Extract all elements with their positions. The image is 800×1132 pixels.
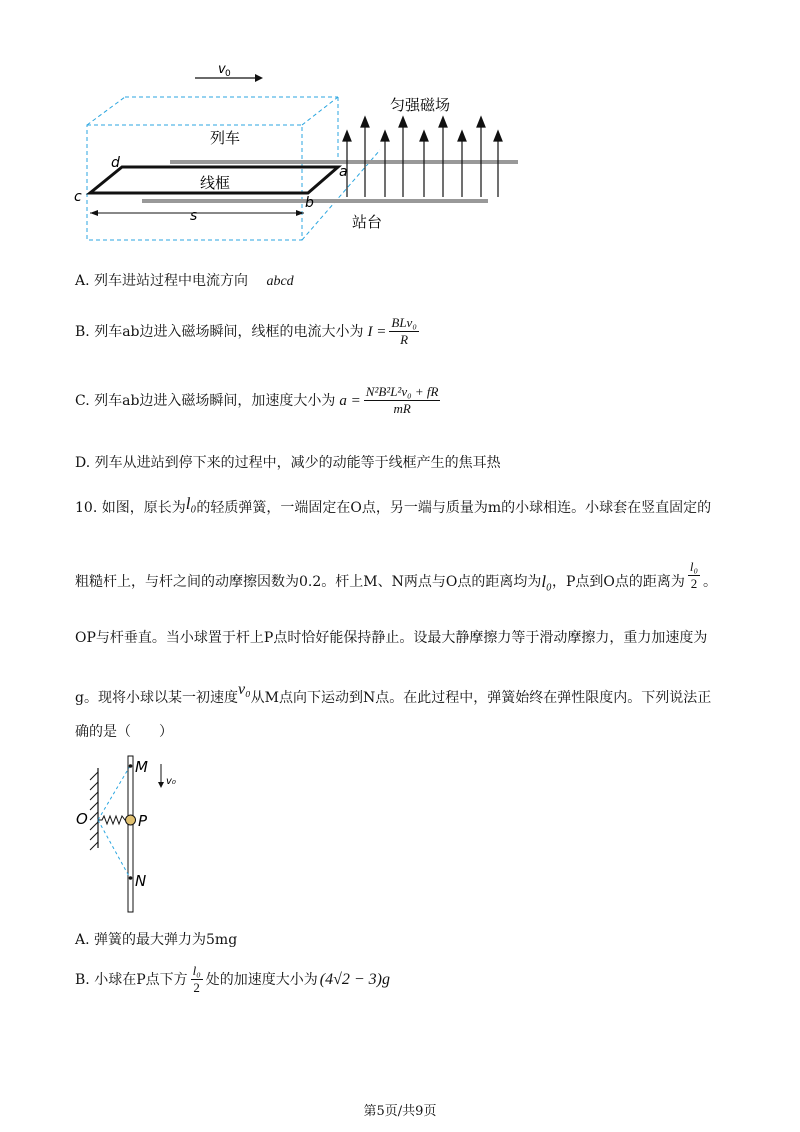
q10-line2-end: 。 [703, 574, 718, 590]
point-o-label: O [76, 810, 88, 828]
corner-c: c [74, 189, 82, 205]
ball [126, 815, 136, 825]
q10-l0: l₀ [185, 494, 197, 513]
corner-a: a [339, 164, 348, 180]
q9-option-c-lhs: a = [339, 392, 361, 409]
point-n-label: N [135, 872, 147, 890]
distance-s-arrow-right [296, 210, 304, 216]
q10-line3: OP与杆垂直。当小球置于杆上P点时恰好能保持静止。设最大静摩擦力等于滑动摩擦力，重力加速度为 [75, 630, 708, 646]
frame-label: 线框 [200, 174, 231, 192]
velocity-subscript: 0 [225, 69, 231, 79]
q9-option-c-num: N²B²L²v₀ + fR [365, 384, 439, 399]
q10-option-a: A. 弹簧的最大弹力为5mg [75, 932, 238, 948]
q10-half-den: 2 [690, 576, 698, 591]
q10-line2 [75, 559, 717, 592]
spring [98, 816, 127, 824]
corner-d: d [111, 155, 120, 171]
distance-s-label: s [190, 208, 198, 224]
platform-label: 站台 [352, 213, 383, 231]
q10-line5: 确的是（ ） [75, 724, 173, 740]
distance-s-arrow-left [90, 210, 98, 216]
q10-v0: v₀ [237, 681, 251, 698]
point-n [129, 876, 133, 880]
q10-half-fraction [688, 559, 700, 592]
dashed-on [98, 820, 130, 878]
q10-option-b-fraction [191, 963, 203, 996]
q10-half-num: l₀ [689, 559, 699, 574]
q10-option-b-num: l₀ [192, 963, 201, 978]
q9-option-c-text: C. 列车ab边进入磁场瞬间，加速度大小为 [75, 392, 336, 409]
q10-option-b [75, 963, 390, 996]
q9-option-a-expr: abcd [266, 274, 294, 289]
v0-arrow-head [158, 782, 164, 788]
figure-spring-rod [70, 748, 190, 918]
q10-line4 [75, 680, 711, 708]
magnetic-field-arrows [343, 117, 502, 197]
q9-option-b-lhs: I = [367, 323, 387, 340]
page-footer: 第5页/共9页 [363, 1104, 437, 1119]
q10-option-b-tail: 处的加速度大小为 [205, 971, 318, 988]
field-label: 匀强磁场 [390, 96, 451, 114]
velocity-arrow-head [255, 74, 263, 82]
q9-option-b-num: BLv₀ [391, 315, 417, 330]
q9-option-c [75, 384, 440, 417]
q10-line1-start: 10. 如图，原长为 [75, 500, 186, 516]
q9-option-c-fraction [364, 384, 441, 417]
point-p-label: P [138, 812, 148, 830]
dashed-om [98, 766, 130, 820]
q10-line1 [75, 494, 711, 518]
q10-option-b-expr: (4√2 − 3)g [319, 970, 390, 988]
q9-option-a [75, 271, 294, 292]
q10-line4-end: 从M点向下运动到N点。在此过程中，弹簧始终在弹性限度内。下列说法正 [250, 690, 712, 706]
q9-option-b-text: B. 列车ab边进入磁场瞬间，线框的电流大小为 [75, 323, 364, 340]
q10-option-b-text: B. 小球在P点下方 [75, 971, 188, 988]
rod [128, 756, 133, 912]
q10-line2-mid: ，P点到O点的距离为 [551, 574, 685, 590]
q9-option-b-fraction [389, 315, 418, 348]
q10-line2-start: 粗糙杆上，与杆之间的动摩擦因数为0.2。杆上M、N两点与O点的距离均为 [75, 574, 542, 590]
q10-line2-l0: l₀ [541, 572, 552, 591]
q9-option-a-text: A. 列车进站过程中电流方向 [75, 273, 249, 289]
q9-option-c-den: mR [393, 401, 411, 416]
q10-line4-start: g。现将小球以某一初速度 [75, 690, 238, 706]
q10-option-b-den: 2 [193, 980, 200, 995]
q9-option-b [75, 315, 419, 348]
figure-train-magnetic-field [60, 55, 540, 250]
corner-b: b [305, 195, 314, 211]
wall-hatch [90, 772, 98, 850]
velocity-label: v [218, 62, 226, 77]
train-label: 列车 [210, 129, 241, 147]
point-m [129, 764, 133, 768]
q10-line1-end: 的轻质弹簧，一端固定在O点，另一端与质量为m的小球相连。小球套在竖直固定的 [196, 500, 712, 516]
q9-option-d: D. 列车从进站到停下来的过程中，减少的动能等于线框产生的焦耳热 [75, 455, 501, 471]
v0-label: v₀ [166, 776, 176, 787]
q9-option-b-den: R [400, 332, 409, 347]
point-m-label: M [135, 758, 148, 776]
